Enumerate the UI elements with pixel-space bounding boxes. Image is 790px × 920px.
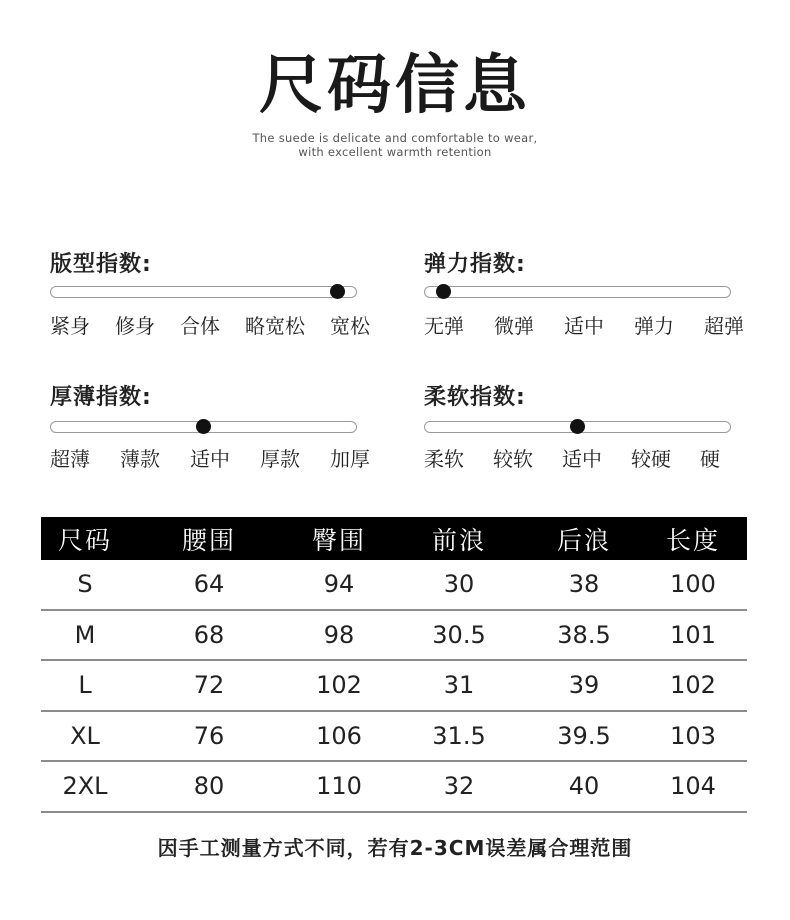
elasticity-label: 适中	[564, 314, 604, 338]
softness-index-labels	[424, 443, 720, 472]
table-cell: S	[77, 570, 93, 599]
subtitle-line-1: The suede is delicate and comfortable to wear,	[252, 131, 538, 145]
thickness-label: 加厚	[330, 447, 370, 471]
table-row	[41, 611, 747, 662]
softness-label: 较软	[493, 447, 533, 471]
column-header-front-rise: 前浪	[431, 525, 486, 555]
elasticity-index-labels	[424, 310, 744, 339]
table-cell: 68	[193, 620, 225, 649]
subtitle-line-2: with excellent warmth retention	[298, 145, 492, 159]
softness-index	[424, 380, 744, 471]
table-cell: 32	[443, 772, 475, 801]
table-cell: 64	[193, 570, 225, 599]
table-cell: 80	[193, 772, 225, 801]
column-header-size: 尺码	[57, 525, 112, 555]
thickness-index-marker	[196, 419, 211, 434]
elasticity-label: 弹力	[634, 314, 674, 338]
softness-label: 较硬	[631, 447, 671, 471]
thickness-label: 厚款	[260, 447, 300, 471]
column-header-length: 长度	[665, 525, 720, 555]
thickness-label: 适中	[190, 447, 230, 471]
table-cell: 31	[443, 671, 475, 700]
table-cell: 101	[670, 620, 716, 649]
softness-label: 柔软	[424, 447, 464, 471]
table-cell: 72	[193, 671, 225, 700]
thickness-index-labels	[50, 443, 370, 472]
table-cell: 38.5	[557, 620, 611, 649]
fit-index-marker	[330, 284, 345, 299]
table-cell: M	[74, 620, 96, 649]
table-cell: 30	[443, 570, 475, 599]
thickness-label: 薄款	[120, 447, 160, 471]
fit-label: 修身	[115, 314, 155, 338]
table-cell: 94	[323, 570, 355, 599]
table-row	[41, 762, 747, 813]
table-cell: 2XL	[62, 772, 108, 801]
fit-index	[50, 247, 370, 338]
table-cell: 100	[670, 570, 716, 599]
elasticity-index-track	[424, 286, 731, 298]
table-cell: 38	[568, 570, 600, 599]
fit-label: 合体	[180, 314, 220, 338]
table-cell: 102	[316, 671, 362, 700]
table-cell: 39.5	[557, 721, 611, 750]
table-row	[41, 560, 747, 611]
column-header-waist: 腰围	[181, 525, 236, 555]
elasticity-index-marker	[436, 284, 451, 299]
table-cell: 110	[316, 772, 362, 801]
fit-label: 略宽松	[245, 314, 305, 338]
table-cell: 102	[670, 671, 716, 700]
table-cell: 98	[323, 620, 355, 649]
table-cell: 39	[568, 671, 600, 700]
fit-label: 宽松	[330, 314, 370, 338]
table-cell: 31.5	[432, 721, 486, 750]
column-header-hip: 臀围	[311, 525, 366, 555]
column-header-back-rise: 后浪	[556, 525, 611, 555]
elasticity-index	[424, 247, 744, 338]
thickness-index	[50, 380, 370, 471]
size-table	[41, 517, 747, 813]
table-cell: L	[78, 671, 92, 700]
thickness-index-title: 厚薄指数:	[50, 385, 152, 410]
softness-index-marker	[570, 419, 585, 434]
measurement-note: 因手工测量方式不同，若有2-3CM误差属合理范围	[157, 836, 633, 860]
fit-index-labels	[50, 310, 370, 339]
table-cell: 40	[568, 772, 600, 801]
elasticity-label: 超弹	[704, 314, 744, 338]
table-cell: 76	[193, 721, 225, 750]
table-cell: 106	[316, 721, 362, 750]
fit-index-title: 版型指数:	[50, 252, 152, 277]
thickness-label: 超薄	[50, 447, 90, 471]
elasticity-label: 无弹	[424, 314, 464, 338]
table-cell: 104	[670, 772, 716, 801]
page-title: 尺码信息	[259, 49, 531, 123]
fit-label: 紧身	[50, 314, 90, 338]
table-cell: 103	[670, 721, 716, 750]
softness-label: 硬	[700, 447, 720, 471]
table-cell: XL	[70, 721, 100, 750]
table-cell: 30.5	[432, 620, 486, 649]
table-row	[41, 712, 747, 763]
softness-label: 适中	[562, 447, 602, 471]
fit-index-track	[50, 286, 357, 298]
elasticity-label: 微弹	[494, 314, 534, 338]
softness-index-track	[424, 421, 731, 433]
thickness-index-track	[50, 421, 357, 433]
table-header	[41, 517, 747, 560]
table-row	[41, 661, 747, 712]
elasticity-index-title: 弹力指数:	[424, 252, 526, 277]
softness-index-title: 柔软指数:	[424, 385, 526, 410]
